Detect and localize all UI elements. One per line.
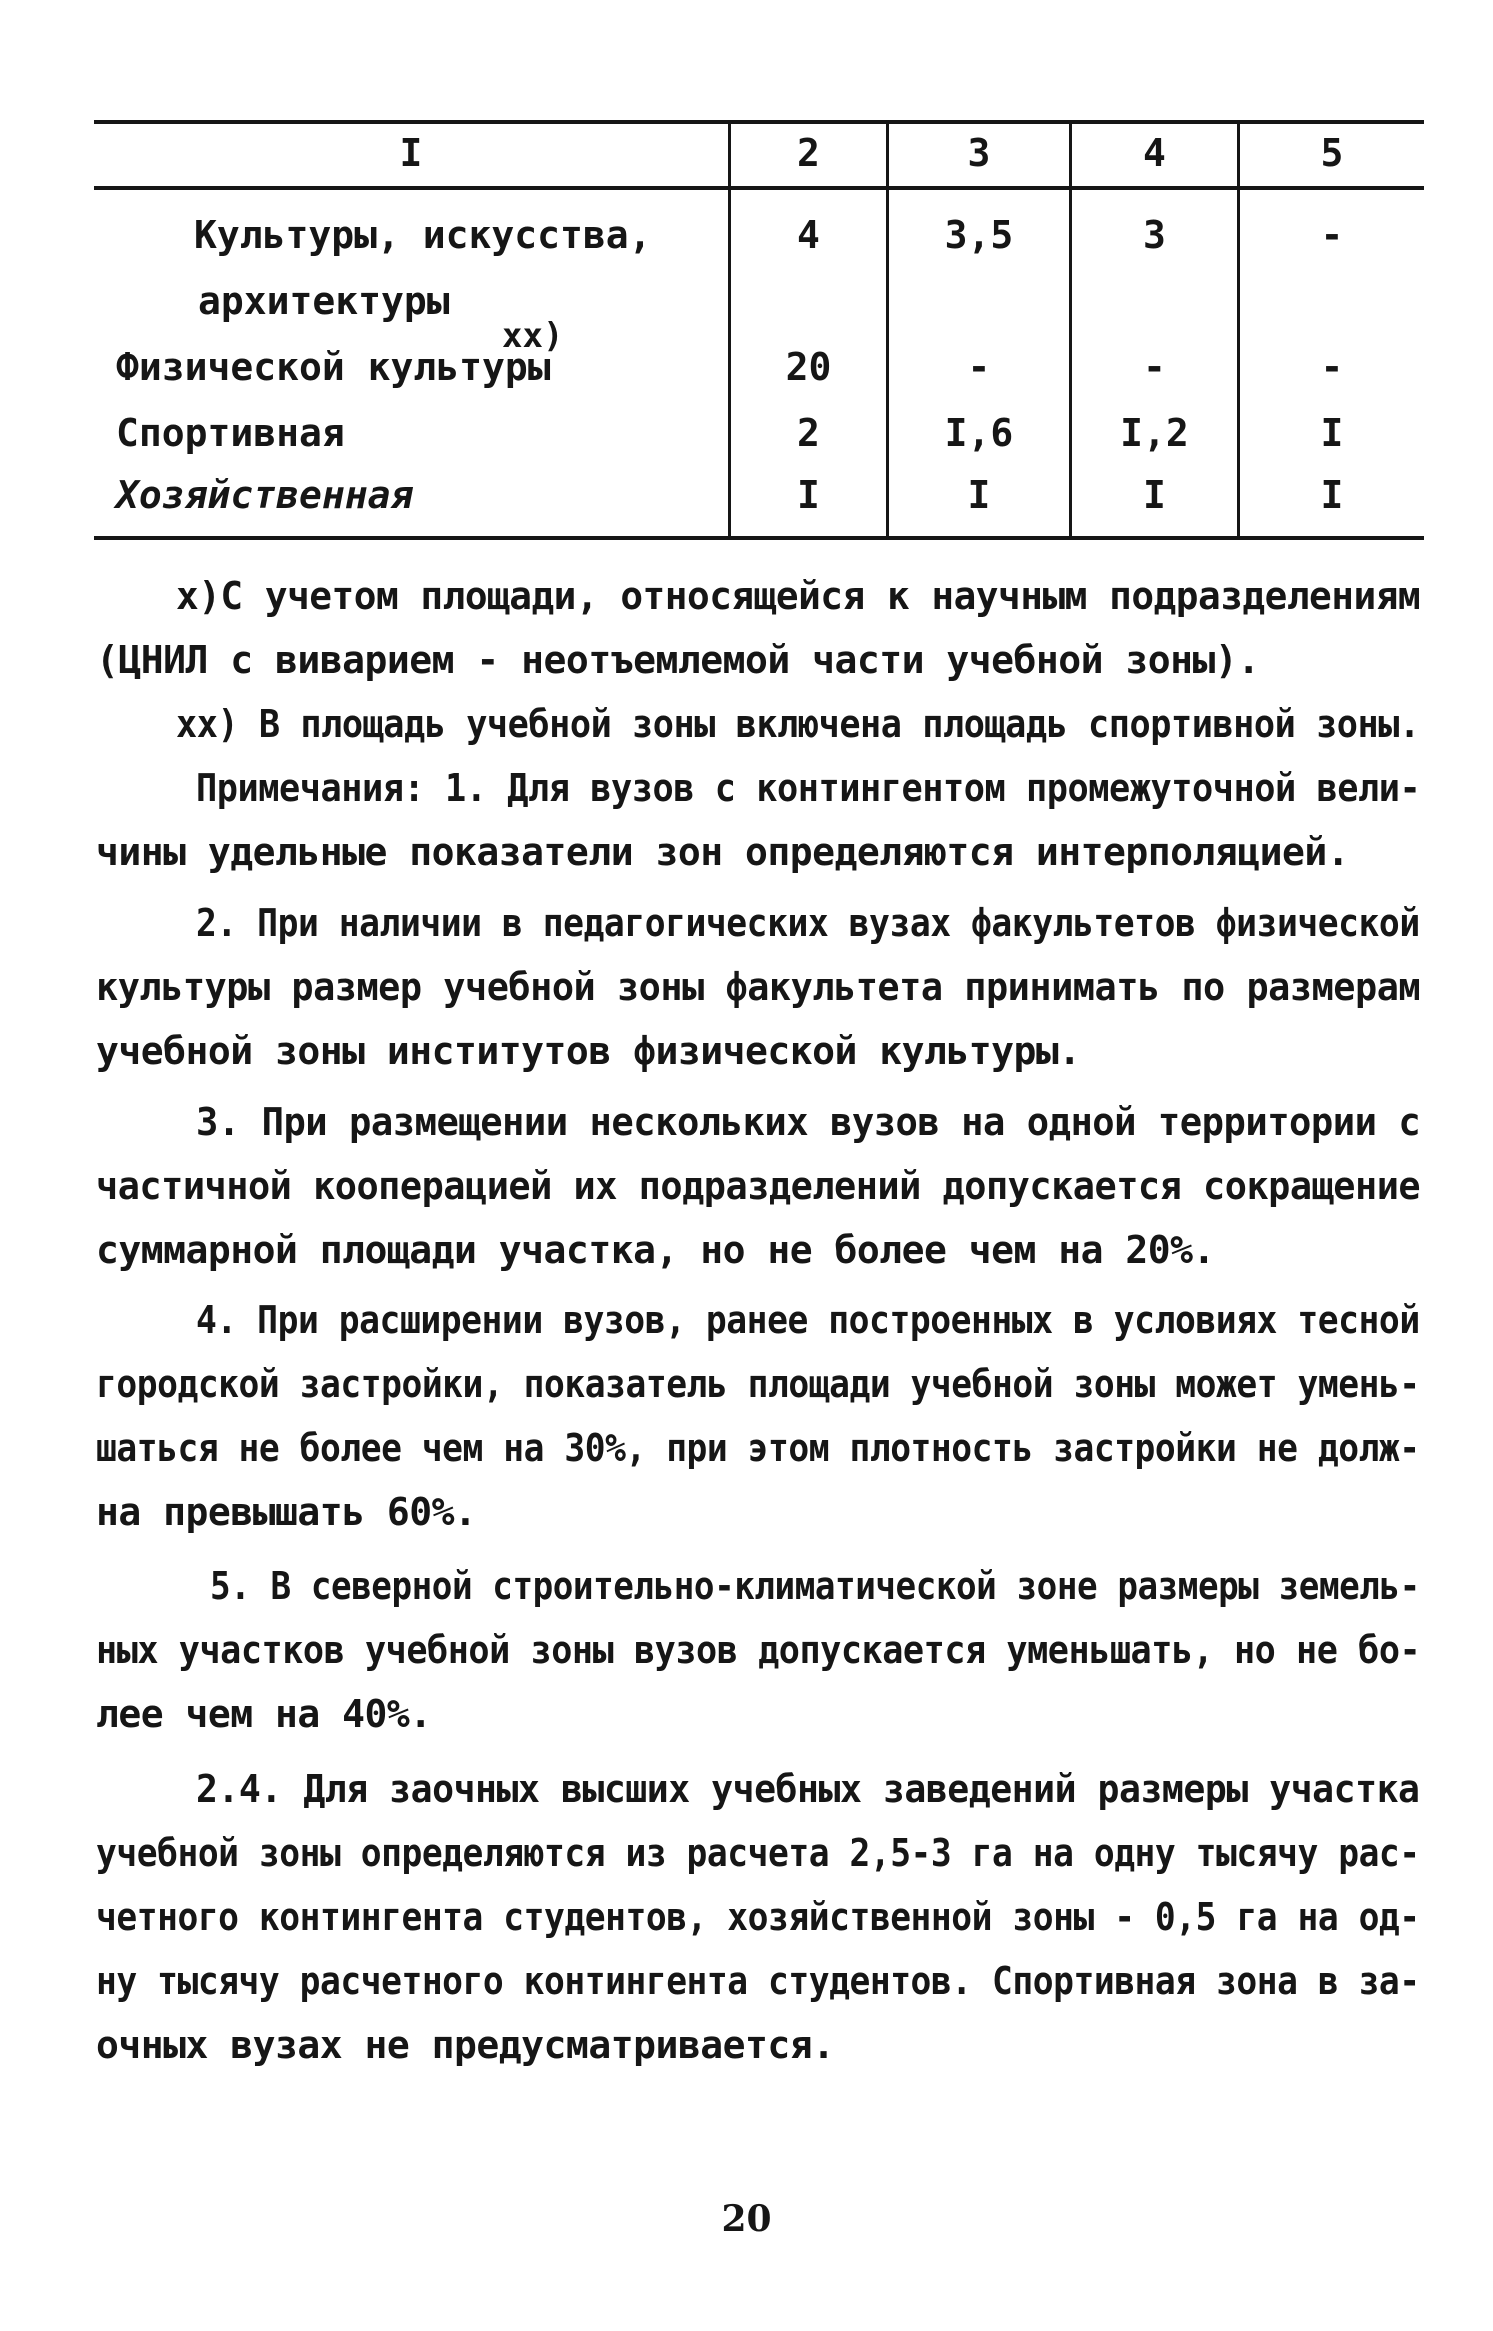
footnote-line: х)С учетом площади, относящейся к научным подразделениям <box>176 574 1421 618</box>
table-bottom-rule <box>94 536 1424 540</box>
table-cell: I <box>967 473 991 517</box>
table-cell: I,6 <box>944 411 1014 455</box>
table-header-cell: 4 <box>1143 131 1166 175</box>
footnote-line: (ЦНИЛ с виварием - неотъемлемой части учебной зоны). <box>96 638 1260 682</box>
table-cell: 20 <box>785 345 832 389</box>
zone-area-table <box>94 120 1424 540</box>
table-row-label: Хозяйственная <box>116 473 414 517</box>
section-line: очных вузах не предусматривается. <box>96 2023 835 2067</box>
note-line: частичной кооперацией их подразделений допускается сокращение <box>96 1164 1421 1208</box>
section-line: учебной зоны определяются из расчета 2,5-3 га на одну тысячу рас- <box>96 1831 1420 1875</box>
section-line: четного контингента студентов, хозяйственной зоны - 0,5 га на од- <box>96 1895 1420 1939</box>
note-line: Примечания: 1. Для вузов с контингентом промежуточной вели- <box>196 766 1421 810</box>
note-line: культуры размер учебной зоны факультета принимать по размерам <box>96 965 1421 1009</box>
section-line: 2.4. Для заочных высших учебных заведений размеры участка <box>196 1767 1420 1811</box>
table-cell: I <box>1143 473 1166 517</box>
footnote-mark: хх) <box>502 316 564 356</box>
page-number: 20 <box>721 2198 772 2240</box>
table-cell: - <box>1143 345 1166 389</box>
table-cell: - <box>1320 213 1344 257</box>
note-line: городской застройки, показатель площади учебной зоны может умень- <box>96 1362 1420 1406</box>
note-line: ных участков учебной зоны вузов допускается уменьшать, но не бо- <box>96 1628 1421 1672</box>
table-header-cell: I <box>399 131 423 175</box>
note-line: 3. При размещении нескольких вузов на одной территории с <box>196 1100 1421 1144</box>
table-cell: 2 <box>797 411 820 455</box>
table-top-rule <box>94 120 1424 124</box>
table-row-label: Спортивная <box>116 411 345 455</box>
table-cell: I <box>797 473 820 517</box>
table-row-label: Культуры, искусства, <box>194 213 652 257</box>
note-line: на превышать 60%. <box>96 1490 477 1534</box>
table-header-cell: 5 <box>1320 131 1344 175</box>
note-line: 4. При расширении вузов, ранее построенных в условиях тесной <box>196 1298 1420 1342</box>
note-line: 2. При наличии в педагогических вузах факультетов физической <box>196 901 1420 945</box>
section-line: ну тысячу расчетного контингента студентов. Спортивная зона в за- <box>96 1959 1420 2003</box>
note-line: чины удельные показатели зон определяются интерполяцией. <box>96 830 1350 874</box>
table-header-rule <box>94 186 1424 190</box>
table-cell: I <box>1320 473 1344 517</box>
note-line: шаться не более чем на 30%, при этом плотность застройки не долж- <box>96 1426 1420 1470</box>
table-cell: - <box>967 345 991 389</box>
table-header-cell: 3 <box>967 131 991 175</box>
note-line: лее чем на 40%. <box>96 1692 432 1736</box>
table-cell: 3,5 <box>944 213 1014 257</box>
note-line: 5. В северной строительно-климатической зоне размеры земель- <box>210 1564 1420 1608</box>
note-line: учебной зоны институтов физической культуры. <box>96 1029 1081 1073</box>
table-cell: I <box>1320 411 1344 455</box>
table-cell: 3 <box>1143 213 1166 257</box>
table-row-label: Физической культуры <box>116 345 551 389</box>
footnote-line: хх) В площадь учебной зоны включена площадь спортивной зоны. <box>176 702 1420 746</box>
table-row-label: архитектуры <box>198 279 450 323</box>
note-line: суммарной площади участка, но не более чем на 20%. <box>96 1228 1215 1272</box>
table-cell: 4 <box>797 213 820 257</box>
table-cell: I,2 <box>1120 411 1189 455</box>
table-cell: - <box>1320 345 1344 389</box>
table-header-cell: 2 <box>797 131 820 175</box>
